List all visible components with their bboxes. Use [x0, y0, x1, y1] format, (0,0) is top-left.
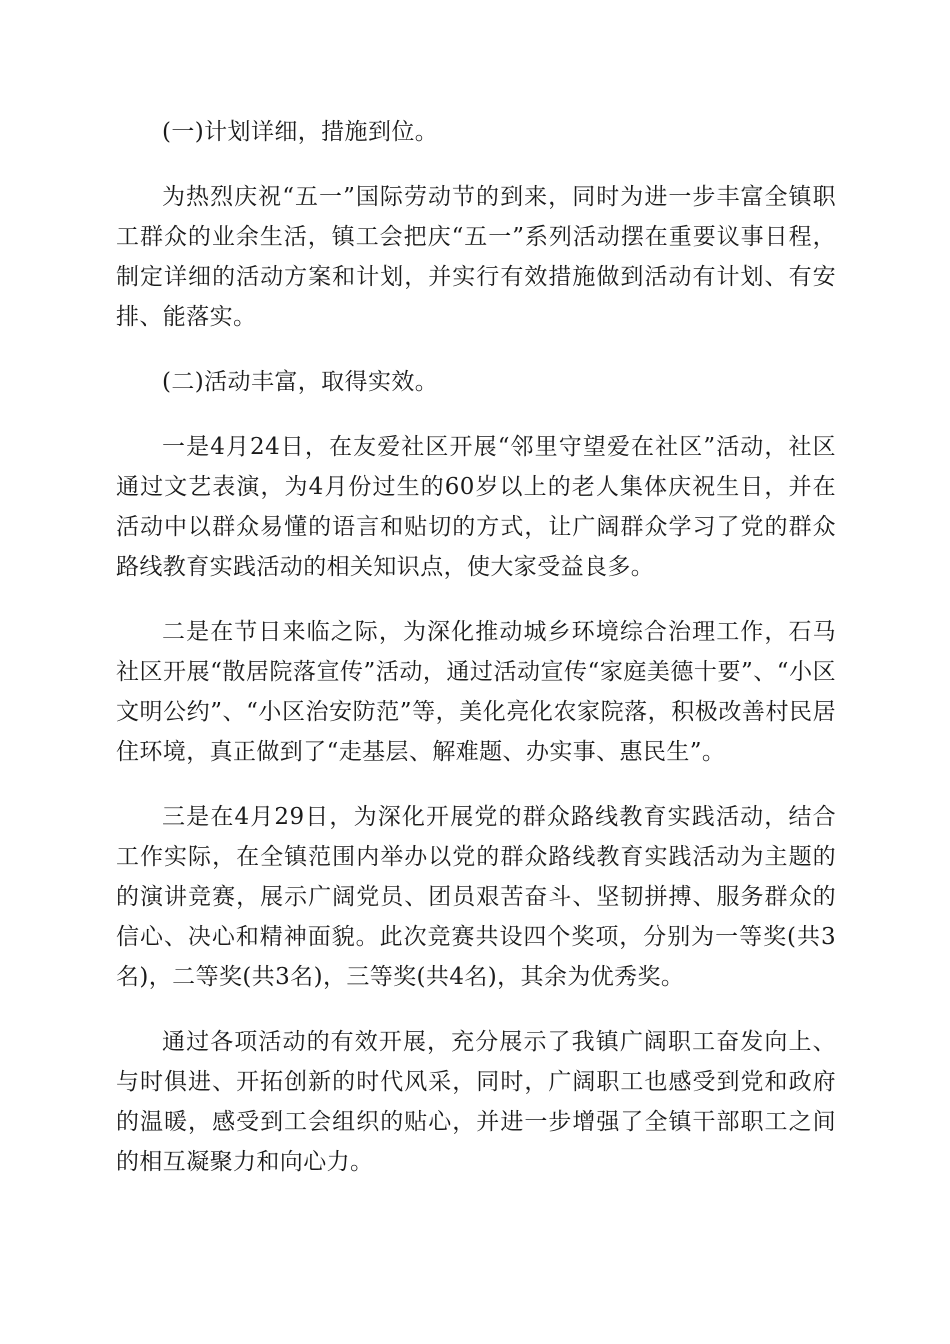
- document-body: [116, 112, 836, 1207]
- paragraph-plan-details: 为热烈庆祝“五一”国际劳动节的到来，同时为进一步丰富全镇职工群众的业余生活，镇工会把庆“五一”系列活动摆在重要议事日程，制定详细的活动方案和计划，并实行有效措施做到活动有计划、有安排、能落实。: [116, 184, 836, 330]
- paragraph-activity-three: 三是在4月29日，为深化开展党的群众路线教育实践活动，结合工作实际，在全镇范围内举办以党的群众路线教育实践活动为主题的的演讲竞赛，展示广阔党员、团员艰苦奋斗、坚韧拼搏、服务群众的信心、决心和精神面貌。此次竞赛共设四个奖项，分别为一等奖(共3名)，二等奖(共3名)，三等奖(共4名)，其余为优秀奖。: [116, 804, 836, 990]
- paragraph-activity-two: 二是在节日来临之际，为深化推动城乡环境综合治理工作，石马社区开展“散居院落宣传”活动，通过活动宣传“家庭美德十要”、“小区文明公约”、“小区治安防范”等，美化亮化农家院落，积极改善村民居住环境，真正做到了“走基层、解难题、办实事、惠民生”。: [116, 619, 836, 765]
- paragraph-conclusion: 通过各项活动的有效开展，充分展示了我镇广阔职工奋发向上、与时俱进、开拓创新的时代风采，同时，广阔职工也感受到党和政府的温暖，感受到工会组织的贴心，并进一步增强了全镇干部职工之间的相互凝聚力和向心力。: [116, 1029, 836, 1175]
- section-heading-plan: (一)计划详细，措施到位。: [162, 119, 439, 145]
- paragraph-activity-one: 一是4月24日，在友爱社区开展“邻里守望爱在社区”活动，社区通过文艺表演，为4月份过生的60岁以上的老人集体庆祝生日，并在活动中以群众易懂的语言和贴切的方式，让广阔群众学习了党的群众路线教育实践活动的相关知识点，使大家受益良多。: [116, 434, 836, 580]
- section-heading-activities: (二)活动丰富，取得实效。: [162, 369, 439, 395]
